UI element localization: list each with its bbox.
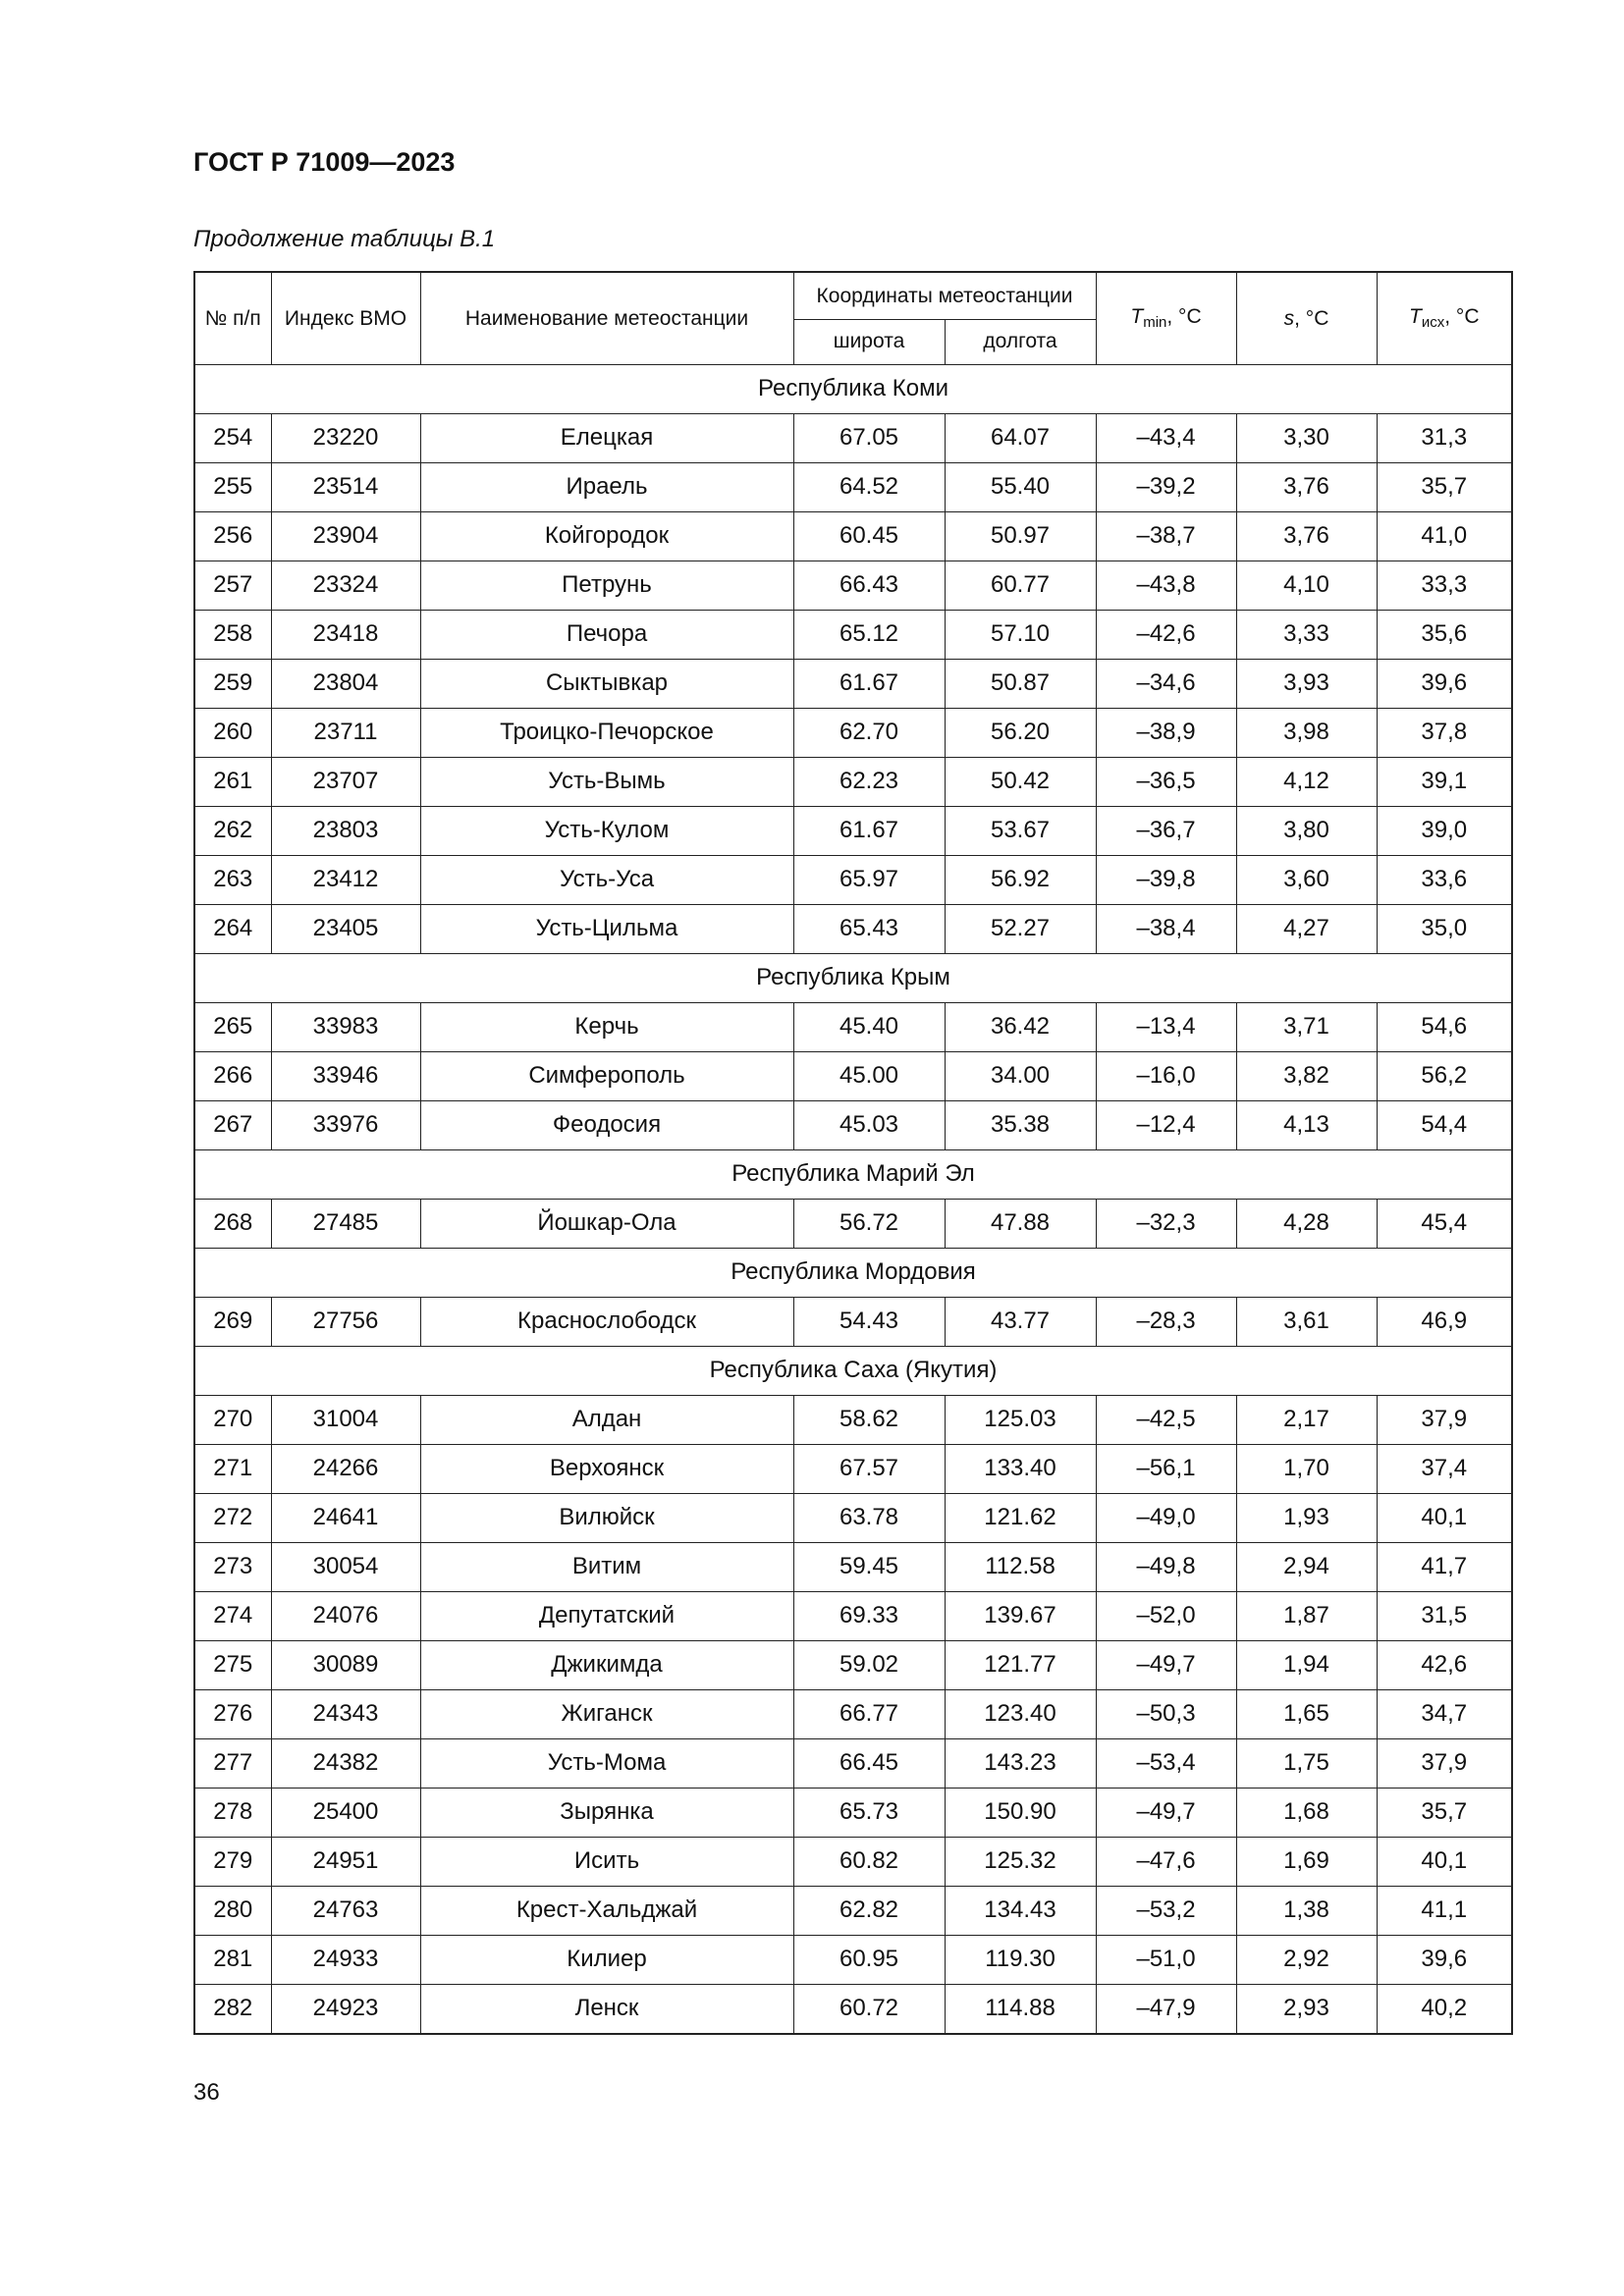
table-row [194, 1591, 1512, 1640]
cell-longitude: 47.88 [945, 1199, 1096, 1248]
stations-table [193, 271, 1513, 2035]
table-row [194, 1444, 1512, 1493]
cell-latitude: 60.45 [793, 511, 945, 561]
cell-tisx: 34,7 [1377, 1689, 1512, 1738]
cell-longitude: 57.10 [945, 610, 1096, 659]
cell-num: 275 [194, 1640, 271, 1689]
cell-station-name: Печора [420, 610, 793, 659]
cell-station-name: Усть-Цильма [420, 904, 793, 953]
document-title: ГОСТ Р 71009—2023 [193, 147, 456, 177]
cell-wmo-index: 24076 [271, 1591, 420, 1640]
cell-s: 4,10 [1236, 561, 1377, 610]
cell-s: 2,93 [1236, 1984, 1377, 2034]
cell-station-name: Алдан [420, 1395, 793, 1444]
cell-tisx: 40,1 [1377, 1493, 1512, 1542]
region-row [194, 1346, 1512, 1395]
cell-tisx: 41,0 [1377, 511, 1512, 561]
header-tisx-unit: , °C [1444, 305, 1480, 328]
cell-latitude: 69.33 [793, 1591, 945, 1640]
header-num: № п/п [194, 272, 271, 364]
region-name: Республика Крым [194, 953, 1512, 1002]
cell-longitude: 112.58 [945, 1542, 1096, 1591]
cell-tisx: 54,6 [1377, 1002, 1512, 1051]
cell-station-name: Исить [420, 1837, 793, 1886]
cell-tmin: –12,4 [1096, 1100, 1236, 1149]
cell-s: 3,61 [1236, 1297, 1377, 1346]
cell-num: 264 [194, 904, 271, 953]
region-row [194, 364, 1512, 413]
cell-tisx: 33,3 [1377, 561, 1512, 610]
table-row [194, 561, 1512, 610]
cell-wmo-index: 30089 [271, 1640, 420, 1689]
cell-longitude: 56.92 [945, 855, 1096, 904]
table-row [194, 1935, 1512, 1984]
cell-latitude: 59.02 [793, 1640, 945, 1689]
region-row [194, 953, 1512, 1002]
cell-wmo-index: 24763 [271, 1886, 420, 1935]
cell-tisx: 35,7 [1377, 1788, 1512, 1837]
cell-s: 3,76 [1236, 511, 1377, 561]
header-latitude: широта [793, 319, 945, 364]
cell-longitude: 55.40 [945, 462, 1096, 511]
cell-station-name: Витим [420, 1542, 793, 1591]
table-row [194, 1493, 1512, 1542]
cell-wmo-index: 33976 [271, 1100, 420, 1149]
cell-longitude: 52.27 [945, 904, 1096, 953]
cell-s: 3,93 [1236, 659, 1377, 708]
cell-num: 279 [194, 1837, 271, 1886]
region-row [194, 1248, 1512, 1297]
cell-tisx: 31,3 [1377, 413, 1512, 462]
cell-tisx: 37,8 [1377, 708, 1512, 757]
cell-tmin: –43,8 [1096, 561, 1236, 610]
cell-longitude: 43.77 [945, 1297, 1096, 1346]
region-name: Республика Мордовия [194, 1248, 1512, 1297]
cell-wmo-index: 23220 [271, 413, 420, 462]
cell-tisx: 56,2 [1377, 1051, 1512, 1100]
cell-longitude: 121.62 [945, 1493, 1096, 1542]
cell-latitude: 66.45 [793, 1738, 945, 1788]
header-tmin [1096, 272, 1236, 364]
cell-wmo-index: 24933 [271, 1935, 420, 1984]
cell-latitude: 66.43 [793, 561, 945, 610]
cell-station-name: Краснослободск [420, 1297, 793, 1346]
cell-s: 1,75 [1236, 1738, 1377, 1788]
table-row [194, 511, 1512, 561]
cell-s: 4,28 [1236, 1199, 1377, 1248]
header-tisx-symbol: T [1409, 305, 1422, 328]
cell-longitude: 123.40 [945, 1689, 1096, 1738]
cell-latitude: 60.82 [793, 1837, 945, 1886]
cell-wmo-index: 24266 [271, 1444, 420, 1493]
page-number: 36 [193, 2079, 220, 2106]
cell-num: 268 [194, 1199, 271, 1248]
table-row [194, 1640, 1512, 1689]
cell-num: 267 [194, 1100, 271, 1149]
header-coordinates: Координаты метеостанции [793, 272, 1096, 319]
cell-s: 1,94 [1236, 1640, 1377, 1689]
cell-num: 277 [194, 1738, 271, 1788]
cell-tmin: –16,0 [1096, 1051, 1236, 1100]
cell-num: 266 [194, 1051, 271, 1100]
table-row [194, 1100, 1512, 1149]
region-name: Республика Саха (Якутия) [194, 1346, 1512, 1395]
cell-station-name: Зырянка [420, 1788, 793, 1837]
cell-s: 4,27 [1236, 904, 1377, 953]
cell-tmin: –36,7 [1096, 806, 1236, 855]
cell-num: 255 [194, 462, 271, 511]
cell-s: 3,30 [1236, 413, 1377, 462]
cell-tisx: 54,4 [1377, 1100, 1512, 1149]
cell-longitude: 60.77 [945, 561, 1096, 610]
cell-tmin: –38,7 [1096, 511, 1236, 561]
cell-tisx: 39,0 [1377, 806, 1512, 855]
cell-wmo-index: 23804 [271, 659, 420, 708]
cell-num: 262 [194, 806, 271, 855]
cell-s: 4,12 [1236, 757, 1377, 806]
header-tisx-subscript: исх [1421, 314, 1445, 331]
cell-latitude: 65.43 [793, 904, 945, 953]
cell-latitude: 45.00 [793, 1051, 945, 1100]
cell-num: 270 [194, 1395, 271, 1444]
table-row [194, 1051, 1512, 1100]
cell-tisx: 35,6 [1377, 610, 1512, 659]
table-row [194, 855, 1512, 904]
cell-latitude: 65.73 [793, 1788, 945, 1837]
cell-tmin: –32,3 [1096, 1199, 1236, 1248]
cell-tisx: 46,9 [1377, 1297, 1512, 1346]
cell-num: 263 [194, 855, 271, 904]
cell-s: 4,13 [1236, 1100, 1377, 1149]
cell-tisx: 39,1 [1377, 757, 1512, 806]
cell-tisx: 41,7 [1377, 1542, 1512, 1591]
cell-tmin: –53,4 [1096, 1738, 1236, 1788]
cell-station-name: Ираель [420, 462, 793, 511]
cell-num: 261 [194, 757, 271, 806]
cell-tisx: 35,0 [1377, 904, 1512, 953]
cell-tmin: –42,5 [1096, 1395, 1236, 1444]
cell-tmin: –34,6 [1096, 659, 1236, 708]
cell-s: 2,17 [1236, 1395, 1377, 1444]
cell-s: 1,65 [1236, 1689, 1377, 1738]
cell-tmin: –49,7 [1096, 1788, 1236, 1837]
cell-tmin: –47,9 [1096, 1984, 1236, 2034]
table-row [194, 1395, 1512, 1444]
table-row [194, 1788, 1512, 1837]
table-row [194, 1738, 1512, 1788]
table-row [194, 904, 1512, 953]
cell-num: 259 [194, 659, 271, 708]
cell-tisx: 35,7 [1377, 462, 1512, 511]
cell-s: 3,82 [1236, 1051, 1377, 1100]
region-name: Республика Коми [194, 364, 1512, 413]
cell-longitude: 50.87 [945, 659, 1096, 708]
cell-longitude: 56.20 [945, 708, 1096, 757]
cell-wmo-index: 24923 [271, 1984, 420, 2034]
cell-num: 282 [194, 1984, 271, 2034]
cell-num: 278 [194, 1788, 271, 1837]
cell-station-name: Койгородок [420, 511, 793, 561]
header-wmo-index: Индекс ВМО [271, 272, 420, 364]
cell-station-name: Симферополь [420, 1051, 793, 1100]
cell-tmin: –50,3 [1096, 1689, 1236, 1738]
cell-tmin: –36,5 [1096, 757, 1236, 806]
cell-longitude: 134.43 [945, 1886, 1096, 1935]
header-s-symbol: s [1283, 306, 1295, 330]
cell-tisx: 37,9 [1377, 1395, 1512, 1444]
cell-station-name: Сыктывкар [420, 659, 793, 708]
table-row [194, 1297, 1512, 1346]
table-row [194, 1689, 1512, 1738]
table-row [194, 659, 1512, 708]
cell-station-name: Вилюйск [420, 1493, 793, 1542]
cell-station-name: Жиганск [420, 1689, 793, 1738]
cell-num: 256 [194, 511, 271, 561]
cell-s: 1,87 [1236, 1591, 1377, 1640]
cell-station-name: Петрунь [420, 561, 793, 610]
cell-latitude: 45.03 [793, 1100, 945, 1149]
cell-longitude: 35.38 [945, 1100, 1096, 1149]
cell-longitude: 36.42 [945, 1002, 1096, 1051]
cell-station-name: Джикимда [420, 1640, 793, 1689]
cell-longitude: 150.90 [945, 1788, 1096, 1837]
cell-wmo-index: 23711 [271, 708, 420, 757]
cell-s: 3,33 [1236, 610, 1377, 659]
cell-wmo-index: 27485 [271, 1199, 420, 1248]
table-row [194, 806, 1512, 855]
cell-s: 1,93 [1236, 1493, 1377, 1542]
cell-wmo-index: 23405 [271, 904, 420, 953]
cell-longitude: 50.97 [945, 511, 1096, 561]
cell-s: 3,98 [1236, 708, 1377, 757]
cell-latitude: 62.70 [793, 708, 945, 757]
table-row [194, 1542, 1512, 1591]
cell-longitude: 114.88 [945, 1984, 1096, 2034]
cell-tmin: –39,8 [1096, 855, 1236, 904]
cell-tisx: 40,1 [1377, 1837, 1512, 1886]
cell-station-name: Депутатский [420, 1591, 793, 1640]
cell-longitude: 34.00 [945, 1051, 1096, 1100]
cell-tmin: –49,7 [1096, 1640, 1236, 1689]
cell-wmo-index: 23324 [271, 561, 420, 610]
cell-longitude: 53.67 [945, 806, 1096, 855]
header-tmin-symbol: T [1130, 305, 1144, 328]
cell-tmin: –38,9 [1096, 708, 1236, 757]
cell-latitude: 59.45 [793, 1542, 945, 1591]
cell-longitude: 125.32 [945, 1837, 1096, 1886]
cell-s: 2,94 [1236, 1542, 1377, 1591]
cell-num: 281 [194, 1935, 271, 1984]
cell-tmin: –47,6 [1096, 1837, 1236, 1886]
cell-latitude: 61.67 [793, 806, 945, 855]
cell-latitude: 67.05 [793, 413, 945, 462]
cell-longitude: 125.03 [945, 1395, 1096, 1444]
cell-tmin: –43,4 [1096, 413, 1236, 462]
cell-station-name: Йошкар-Ола [420, 1199, 793, 1248]
cell-wmo-index: 27756 [271, 1297, 420, 1346]
cell-num: 271 [194, 1444, 271, 1493]
header-tisx [1377, 272, 1512, 364]
cell-latitude: 60.72 [793, 1984, 945, 2034]
cell-tmin: –13,4 [1096, 1002, 1236, 1051]
cell-wmo-index: 24951 [271, 1837, 420, 1886]
cell-num: 276 [194, 1689, 271, 1738]
cell-latitude: 56.72 [793, 1199, 945, 1248]
table-row [194, 1984, 1512, 2034]
cell-tmin: –49,0 [1096, 1493, 1236, 1542]
cell-s: 2,92 [1236, 1935, 1377, 1984]
cell-s: 3,71 [1236, 1002, 1377, 1051]
cell-num: 280 [194, 1886, 271, 1935]
cell-tisx: 37,4 [1377, 1444, 1512, 1493]
cell-longitude: 139.67 [945, 1591, 1096, 1640]
cell-latitude: 58.62 [793, 1395, 945, 1444]
cell-wmo-index: 24343 [271, 1689, 420, 1738]
cell-latitude: 54.43 [793, 1297, 945, 1346]
cell-num: 274 [194, 1591, 271, 1640]
cell-num: 269 [194, 1297, 271, 1346]
cell-wmo-index: 31004 [271, 1395, 420, 1444]
cell-wmo-index: 25400 [271, 1788, 420, 1837]
cell-wmo-index: 30054 [271, 1542, 420, 1591]
cell-num: 258 [194, 610, 271, 659]
cell-num: 260 [194, 708, 271, 757]
cell-wmo-index: 23412 [271, 855, 420, 904]
table-caption: Продолжение таблицы В.1 [193, 226, 496, 252]
cell-wmo-index: 23803 [271, 806, 420, 855]
cell-latitude: 60.95 [793, 1935, 945, 1984]
header-station-name: Наименование метеостанции [420, 272, 793, 364]
cell-longitude: 121.77 [945, 1640, 1096, 1689]
cell-tisx: 39,6 [1377, 1935, 1512, 1984]
cell-tmin: –42,6 [1096, 610, 1236, 659]
cell-station-name: Усть-Вымь [420, 757, 793, 806]
cell-longitude: 133.40 [945, 1444, 1096, 1493]
cell-tmin: –49,8 [1096, 1542, 1236, 1591]
cell-longitude: 119.30 [945, 1935, 1096, 1984]
cell-s: 1,68 [1236, 1788, 1377, 1837]
cell-num: 257 [194, 561, 271, 610]
cell-latitude: 66.77 [793, 1689, 945, 1738]
cell-latitude: 62.82 [793, 1886, 945, 1935]
cell-s: 3,80 [1236, 806, 1377, 855]
cell-tmin: –52,0 [1096, 1591, 1236, 1640]
cell-station-name: Керчь [420, 1002, 793, 1051]
table-row [194, 1837, 1512, 1886]
cell-tisx: 45,4 [1377, 1199, 1512, 1248]
cell-station-name: Усть-Кулом [420, 806, 793, 855]
cell-wmo-index: 33983 [271, 1002, 420, 1051]
cell-tmin: –51,0 [1096, 1935, 1236, 1984]
cell-wmo-index: 33946 [271, 1051, 420, 1100]
cell-tmin: –38,4 [1096, 904, 1236, 953]
cell-longitude: 50.42 [945, 757, 1096, 806]
cell-station-name: Троицко-Печорское [420, 708, 793, 757]
header-tmin-subscript: min [1143, 314, 1167, 331]
table-row [194, 610, 1512, 659]
cell-latitude: 67.57 [793, 1444, 945, 1493]
cell-tisx: 39,6 [1377, 659, 1512, 708]
cell-wmo-index: 23514 [271, 462, 420, 511]
cell-station-name: Верхоянск [420, 1444, 793, 1493]
cell-tmin: –39,2 [1096, 462, 1236, 511]
cell-wmo-index: 24382 [271, 1738, 420, 1788]
cell-s: 1,70 [1236, 1444, 1377, 1493]
cell-num: 254 [194, 413, 271, 462]
region-row [194, 1149, 1512, 1199]
table-row [194, 1002, 1512, 1051]
cell-latitude: 45.40 [793, 1002, 945, 1051]
header-longitude: долгота [945, 319, 1096, 364]
cell-tisx: 33,6 [1377, 855, 1512, 904]
cell-s: 3,60 [1236, 855, 1377, 904]
cell-station-name: Усть-Уса [420, 855, 793, 904]
cell-wmo-index: 23707 [271, 757, 420, 806]
table-row [194, 1199, 1512, 1248]
table-row [194, 413, 1512, 462]
cell-station-name: Ленск [420, 1984, 793, 2034]
cell-tisx: 40,2 [1377, 1984, 1512, 2034]
cell-tisx: 41,1 [1377, 1886, 1512, 1935]
cell-tisx: 31,5 [1377, 1591, 1512, 1640]
cell-num: 272 [194, 1493, 271, 1542]
cell-longitude: 64.07 [945, 413, 1096, 462]
table-row [194, 757, 1512, 806]
table-row [194, 462, 1512, 511]
header-s-unit: , °C [1294, 306, 1329, 330]
cell-station-name: Феодосия [420, 1100, 793, 1149]
region-name: Республика Марий Эл [194, 1149, 1512, 1199]
cell-wmo-index: 24641 [271, 1493, 420, 1542]
table-row [194, 708, 1512, 757]
cell-station-name: Крест-Хальджай [420, 1886, 793, 1935]
cell-station-name: Елецкая [420, 413, 793, 462]
cell-tmin: –53,2 [1096, 1886, 1236, 1935]
header-tmin-unit: , °C [1166, 305, 1202, 328]
cell-longitude: 143.23 [945, 1738, 1096, 1788]
cell-tmin: –56,1 [1096, 1444, 1236, 1493]
cell-num: 265 [194, 1002, 271, 1051]
cell-wmo-index: 23904 [271, 511, 420, 561]
cell-station-name: Килиер [420, 1935, 793, 1984]
table-body [194, 364, 1512, 2034]
table-row [194, 1886, 1512, 1935]
cell-num: 273 [194, 1542, 271, 1591]
cell-wmo-index: 23418 [271, 610, 420, 659]
cell-s: 1,38 [1236, 1886, 1377, 1935]
cell-s: 3,76 [1236, 462, 1377, 511]
cell-tmin: –28,3 [1096, 1297, 1236, 1346]
cell-latitude: 65.97 [793, 855, 945, 904]
header-s [1236, 272, 1377, 364]
cell-latitude: 63.78 [793, 1493, 945, 1542]
cell-latitude: 61.67 [793, 659, 945, 708]
cell-latitude: 65.12 [793, 610, 945, 659]
cell-latitude: 64.52 [793, 462, 945, 511]
cell-tisx: 42,6 [1377, 1640, 1512, 1689]
cell-latitude: 62.23 [793, 757, 945, 806]
cell-s: 1,69 [1236, 1837, 1377, 1886]
cell-station-name: Усть-Мома [420, 1738, 793, 1788]
cell-tisx: 37,9 [1377, 1738, 1512, 1788]
